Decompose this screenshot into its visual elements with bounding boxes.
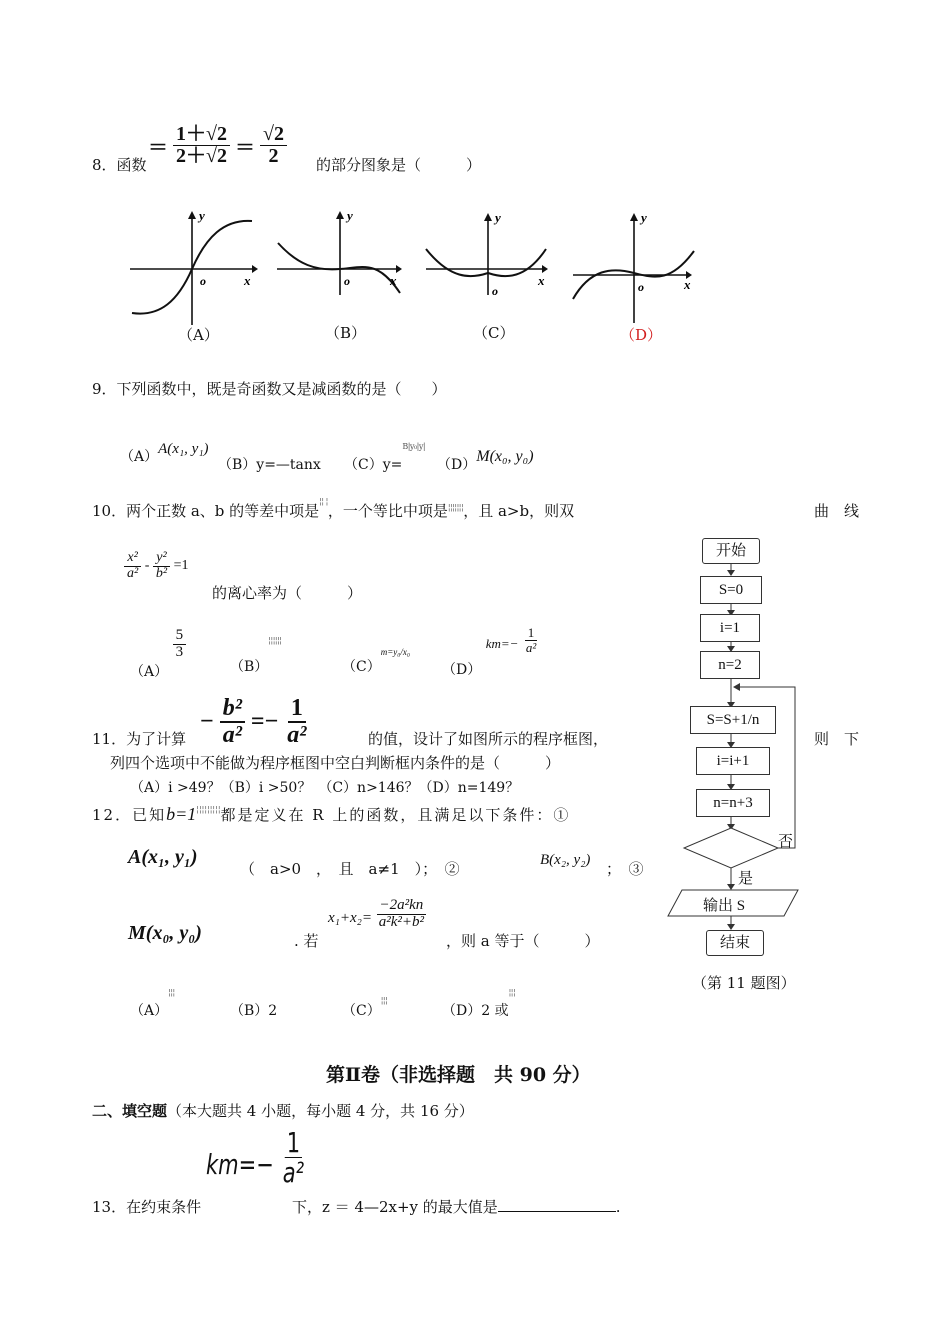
q11-frac-2 [284, 696, 309, 748]
q9-option-a-label: （A） [120, 449, 159, 465]
q11-stem-a: 11．为了计算 [92, 730, 187, 748]
q9-option-d-label: （D） [437, 457, 477, 473]
q12-cond2-tail: ； ③ [606, 860, 644, 878]
q10-option-a-label: （A） [130, 664, 169, 681]
q13-stem [92, 1196, 201, 1217]
q10-x2: x² [124, 551, 140, 567]
q10-option-c [342, 647, 411, 676]
q8-number: 8．函数 [92, 156, 147, 174]
q9-stem: 9．下列函数中，既是奇函数又是减函数的是（ ） [92, 380, 447, 398]
q9-option-d [437, 446, 534, 473]
q12-stem-a: 12．已知 [92, 806, 167, 824]
flowchart-inc-n: n=n+3 [696, 789, 770, 817]
q10-frac-x [124, 551, 141, 581]
part2-section-label: 二、填空题 [92, 1102, 168, 1120]
q12-cond1-math: A(x₁, y₁) [128, 846, 198, 868]
q9-option-c-label: （C）y= [344, 457, 403, 473]
flowchart-i1: i=1 [700, 614, 760, 642]
q13-big-frac [280, 1128, 306, 1188]
q8-eq2: ＝ [234, 137, 255, 159]
q10-rhs: =1 [173, 558, 189, 574]
q12-option-a [130, 980, 175, 1019]
q10-option-d-den: a² [525, 639, 537, 655]
q11-options: （A）i >49？（B）i >50？ （C）n>146？（D）n=149？ [130, 780, 520, 796]
q8-formula [148, 124, 287, 167]
flowchart-s0: S=0 [700, 576, 762, 604]
q10-stem-d: 曲 线 [814, 502, 860, 520]
q12-option-a-image: ¦¦¦ [168, 988, 175, 997]
q12-option-b: （B）2 [230, 1003, 278, 1019]
q10-option-a-den: 3 [175, 643, 184, 660]
q10-option-b-label: （B） [230, 659, 269, 675]
flowchart-end: 结束 [706, 930, 764, 956]
flowchart-no-label: 否 [778, 832, 794, 850]
q8-fraction-1-den: 2＋√2 [176, 145, 227, 167]
flowchart-caption: （第 11 题图） [692, 974, 796, 992]
q13-stem-2 [292, 1196, 621, 1217]
graph-a-y: y [199, 208, 205, 223]
flowchart-loop-body: S=S+1/n [690, 706, 776, 734]
q12-eq-num: −2a²kn [377, 898, 427, 915]
q11-stem-c: 则 下 [814, 730, 860, 748]
graph-b-x: x [390, 273, 397, 288]
q10-option-c-math: m=y₀/x₀ [380, 647, 411, 657]
q8-fraction-1 [173, 124, 230, 167]
flowchart-decision-diamond [684, 828, 778, 868]
q13-end: . [615, 1198, 621, 1216]
part2-title: 第Ⅱ卷（非选择题 共 90 分） [326, 1064, 591, 1086]
q8-fraction-2 [260, 124, 287, 167]
q13-big-lhs: km=− [206, 1147, 274, 1181]
q11-frac-1 [220, 696, 245, 748]
q10-stem [92, 497, 575, 521]
graph-c-x: x [538, 273, 545, 288]
q10-stem-c: ，且 a>b，则双 [463, 502, 575, 520]
q12-equation [328, 898, 427, 931]
q8-fraction-2-den: 2 [268, 145, 279, 167]
q10-option-d-label: （D） [442, 662, 482, 679]
q12-option-c-image: ¦¦¦ [380, 996, 388, 1005]
graph-d-label: （D） [620, 326, 663, 344]
graph-b-y: y [347, 208, 353, 223]
q11-stem-d: 列四个选项中不能做为程序框图中空白判断框内条件的是（ ） [110, 754, 561, 772]
q9-option-c-image: B|y₀|y| [402, 442, 426, 451]
q10-a2: a² [127, 565, 139, 581]
q8-eq1: ＝ [148, 137, 168, 159]
q12-cond1-text: （ a>0 ， 且 a≠1 ）； ② [240, 860, 460, 878]
q12-option-d [442, 980, 516, 1019]
q12-stem [92, 804, 570, 825]
flowchart-inc-i: i=i+1 [696, 747, 770, 775]
q11-eq: =− [250, 708, 279, 735]
q11-neg: − [200, 708, 214, 735]
part2-section [92, 1100, 474, 1121]
q8-fraction-2-num: √2 [260, 124, 287, 146]
q9-option-a-math: A(x₁, y₁) [158, 441, 209, 457]
q10-option-d-lhs: km=− [485, 636, 519, 652]
graph-a-label: （A） [178, 326, 219, 344]
q11-frac-1-den: a² [222, 722, 242, 749]
q10-option-a [130, 627, 186, 681]
graph-a-x: x [244, 273, 251, 288]
q10-option-a-num: 5 [173, 628, 187, 645]
q11-stem-b: 的值，设计了如图所示的程序框图， [368, 730, 609, 748]
q11-frac-2-den: a² [287, 722, 307, 749]
q10-option-a-frac [173, 628, 187, 661]
q13-big-num: 1 [284, 1128, 302, 1158]
q12-cond3: M(x₀, y₀) [128, 922, 202, 944]
graph-d-x: x [684, 277, 691, 292]
q12-eq-den: a²k²+b² [378, 913, 425, 930]
q12-cond1 [128, 846, 197, 869]
q9-option-b: （B）y=—tanx [218, 457, 321, 473]
q10-image-1: ¦¦ ¦ [319, 497, 328, 506]
graph-c [426, 210, 548, 298]
q10-option-b-image: ¦¦¦¦¦¦ [268, 636, 282, 645]
q12-option-c [342, 988, 388, 1019]
q9-option-c [344, 442, 426, 474]
q12-stem-b: 都是定义在 R 上的函数，且满足以下条件：① [220, 806, 571, 824]
q12-b-eq: b=1 [166, 804, 197, 824]
q10-minus: - [144, 558, 150, 574]
q10-frac-y [153, 551, 170, 581]
graph-d [573, 210, 694, 323]
graph-b-label: （B） [325, 324, 367, 342]
q10-stem-b: ，一个等比中项是 [327, 502, 448, 520]
q10-option-d [442, 625, 539, 679]
q12-option-d-label: （D）2 或 [442, 1003, 509, 1019]
q9-option-d-math: M(x₀, y₀) [476, 448, 534, 465]
q12-eq-frac [376, 898, 427, 931]
flowchart-n2: n=2 [700, 651, 760, 679]
q12-eq-lhs: x₁+x₂= [328, 909, 372, 926]
q10-hyperbola [124, 551, 188, 581]
flowchart-yes-label: 是 [738, 869, 754, 887]
q13-stem-b: 下，z ＝ 4—2x+y 的最大值是 [292, 1198, 498, 1216]
q12-option-d-image: ¦¦¦ [508, 988, 516, 997]
q12-cond2: B(x₂, y₂) [540, 852, 591, 868]
graph-d-y: y [641, 210, 647, 225]
q12-ruo: . 若 [294, 932, 319, 950]
q13-big-formula [206, 1128, 306, 1188]
q12-image-1: ¦¦¦¦¦¦¦¦¦ [196, 805, 221, 814]
graph-b-o: o [344, 274, 350, 288]
q10-b2: b² [155, 565, 168, 581]
graph-a [130, 208, 258, 325]
flowchart-start: 开始 [702, 538, 760, 564]
q13-stem-a: 13．在约束条件 [92, 1198, 202, 1216]
q10-tail: 的离心率为（ ） [212, 584, 363, 602]
q10-image-2: ¦¦¦¦¦¦¦ [447, 503, 464, 512]
q10-option-c-label: （C） [342, 659, 381, 675]
q12-option-c-label: （C） [342, 1003, 381, 1019]
graph-d-o: o [638, 280, 644, 294]
q11-formula [200, 696, 309, 748]
q11-frac-1-num: b² [220, 696, 245, 723]
q12-option-a-label: （A） [130, 1003, 169, 1019]
q11-frac-2-num: 1 [288, 696, 306, 723]
graph-a-o: o [200, 274, 206, 288]
part2-section-note: （本大题共 4 小题，每小题 4 分，共 16 分） [167, 1102, 474, 1120]
q8-fraction-1-num: 1＋√2 [173, 124, 230, 146]
graph-c-o: o [492, 284, 498, 298]
flowchart-output-label: 输出 S [703, 898, 746, 914]
graph-b [277, 208, 402, 295]
graph-c-y: y [495, 210, 501, 225]
q9-option-a [120, 441, 209, 466]
q13-answer-blank[interactable] [498, 1197, 616, 1212]
q12-tail: ，则 a 等于（ ） [446, 932, 600, 950]
q8-tail: 的部分图象是（ ） [316, 156, 482, 174]
q13-big-den: a² [282, 1156, 305, 1190]
q10-option-d-frac [523, 626, 539, 654]
q10-option-d-num: 1 [525, 626, 538, 641]
q10-stem-a: 10．两个正数 a、b 的等差中项是 [92, 502, 320, 520]
graph-c-label: （C） [473, 324, 515, 342]
q10-y2: y² [153, 551, 169, 567]
q10-option-b [230, 628, 282, 675]
